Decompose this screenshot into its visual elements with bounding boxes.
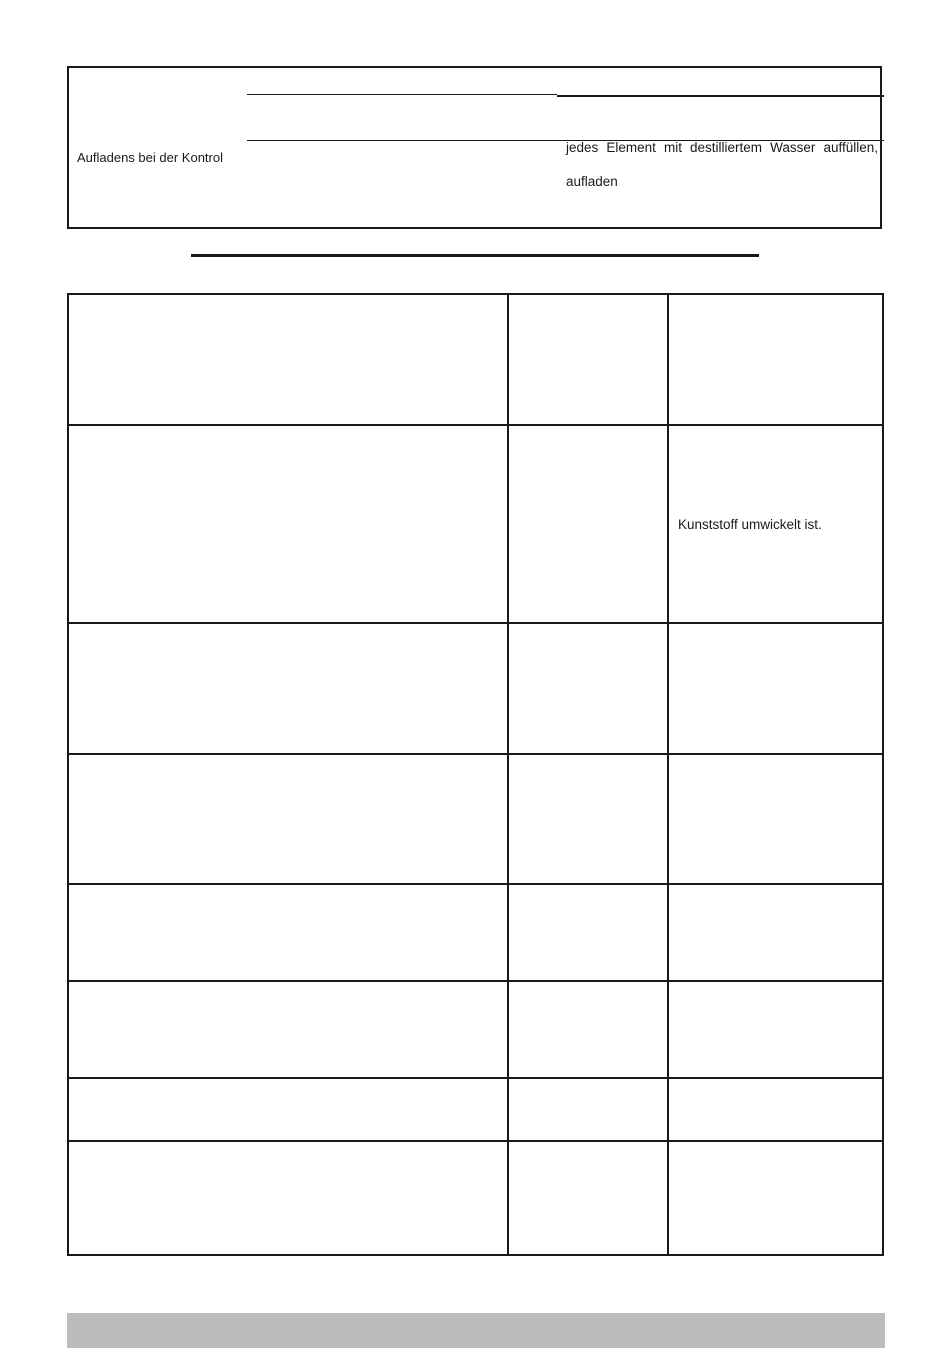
table-cell-col3 [668,981,883,1078]
table-cell-col3 [668,623,883,754]
table-row [68,623,883,754]
table-cell-col2 [508,425,668,623]
table-cell-col1 [68,623,508,754]
table-row [68,294,883,425]
row-label: Aufladens bei der Kontrol [77,150,223,165]
table-cell-col1 [68,1141,508,1255]
table-cell-col3 [668,294,883,425]
table-cell-col2 [508,1078,668,1141]
table-row [68,1078,883,1141]
table-cell-col3 [668,884,883,981]
table-cell-col2 [508,623,668,754]
table-cell-col2 [508,981,668,1078]
table-row [68,1141,883,1255]
table-rule [247,94,557,95]
table-row [68,981,883,1078]
table-cell-col3 [668,1141,883,1255]
table-row [68,884,883,981]
table-cell-col3: Kunststoff umwickelt ist. [668,425,883,623]
table-cell-col1 [68,1078,508,1141]
section-divider [191,254,759,257]
table-cell-col3 [668,754,883,884]
table-cell-col2 [508,754,668,884]
top-table [67,66,882,229]
page-footer-bar [67,1313,885,1348]
table-rule [557,95,884,97]
instruction-text-line-2: aufladen [566,174,618,189]
table-cell-col1 [68,425,508,623]
table-cell-col2 [508,294,668,425]
table-row [68,754,883,884]
table-cell-col2 [508,1141,668,1255]
table-row [68,425,883,623]
table-cell-col1 [68,884,508,981]
table-cell-col2 [508,884,668,981]
instruction-text-line-1: jedes Element mit destilliertem Wasser auffüllen, [566,140,878,155]
table-cell-col1 [68,981,508,1078]
table-cell-col3 [668,1078,883,1141]
troubleshooting-table [67,293,884,1256]
table-cell-col1 [68,294,508,425]
table-cell-col1 [68,754,508,884]
